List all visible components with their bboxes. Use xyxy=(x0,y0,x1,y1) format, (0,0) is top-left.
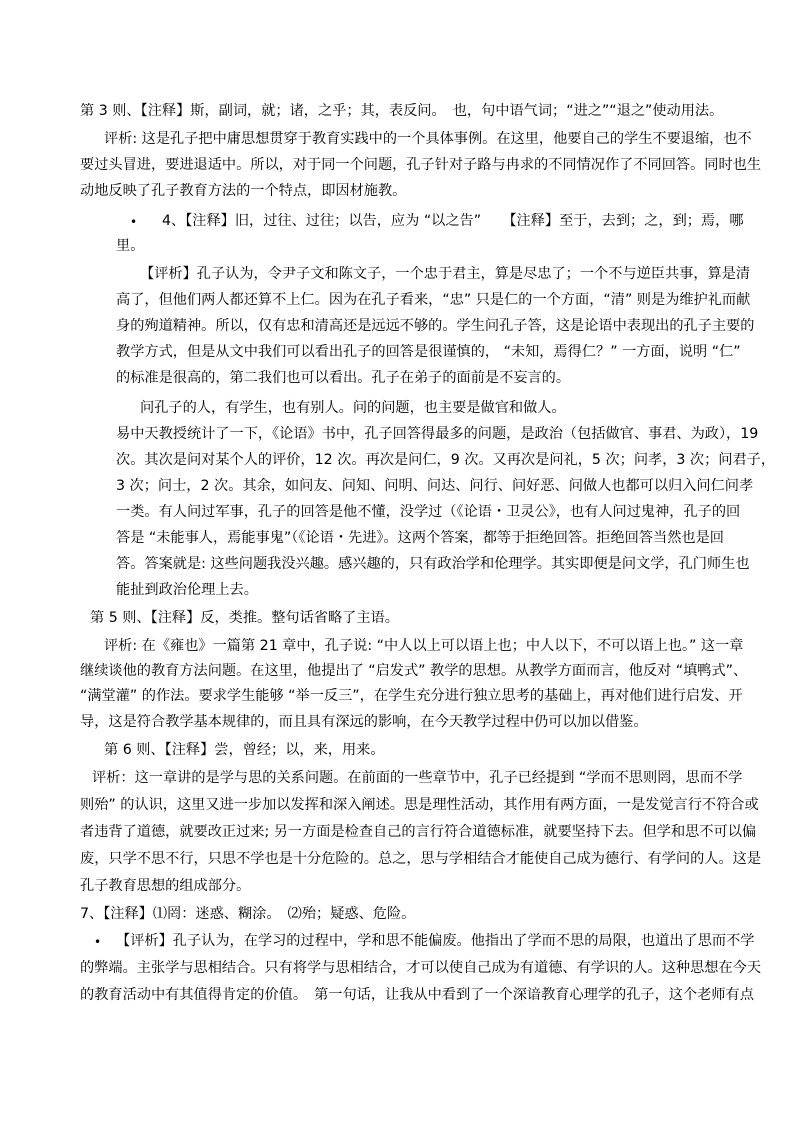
commentary-4-line: 的标准是很高的，第二我们也可以看出。孔子在弟子的面前是不妄言的。 xyxy=(116,370,571,386)
quote-paragraph: 答。答案就是: 这些问题我没兴趣。感兴趣的，只有政治学和伦理学。其实即便是问文学，孔门师生也 xyxy=(116,556,750,572)
commentary-3-line: 评析: 这是孔子把中庸思想贯穿于教育实践中的一个具体事例。在这里，他要自己的学生不要退缩，也不 xyxy=(104,131,752,147)
commentary-4-line: 高了，但他们两人都还算不上仁。因为在孔子看来，“忠” 只是仁的一个方面，“清” 则是为维护礼而献 xyxy=(116,292,751,308)
commentary-6-line: 孔子教育思想的组成部分。 xyxy=(80,878,251,894)
commentary-3-line: 动地反映了孔子教育方法的一个特点，即因材施教。 xyxy=(80,183,407,199)
commentary-3-line: 要过头冒进，要进退适中。所以，对于同一个问题，孔子针对子路与冉求的不同情况作了不同回答。同时也生 xyxy=(80,157,762,173)
bullet-mark: • xyxy=(94,935,102,949)
quote-paragraph: 易中天教授统计了一下，《论语》书中，孔子回答得最多的问题，是政治（包括做官、事君、为政），19 xyxy=(116,426,759,442)
note-5: 第 5 则、【注释】反，类推。整句话省略了主语。 xyxy=(90,610,399,626)
commentary-5-line: 导，这是符合教学基本规律的，而且具有深远的影响，在今天教学过程中仍可以加以借鉴。 xyxy=(80,714,648,730)
commentary-4-line: 身的殉道精神。所以，仅有忠和清高还是远远不够的。学生问孔子答，这是论语中表现出的孔子主要的 xyxy=(116,318,755,334)
commentary-6-line: 则殆” 的认识，这里又进一步加以发挥和深入阐述。思是理性活动，其作用有两方面，一是发觉言行不符合或 xyxy=(80,797,759,813)
quote-paragraph: 次。其次是问对某个人的评价，12 次。再次是问仁，9 次。又再次是问礼，5 次；问孝，3 次；问君子， xyxy=(116,452,776,468)
quote-paragraph: 能扯到政治伦理上去。 xyxy=(116,582,258,598)
commentary-7-line: 的弊端。主张学与思相结合。只有将学与思相结合，才可以使自己成为有道德、有学识的人。这种思想在今天 xyxy=(80,960,762,976)
bullet-mark: • xyxy=(130,215,138,229)
commentary-4-line: 【评析】孔子认为，令尹子文和陈文子，一个忠于君主，算是尽忠了；一个不与逆臣共事，算是清 xyxy=(140,266,751,282)
commentary-6-line: 废，只学不思不行，只思不学也是十分危险的。总之，思与学相结合才能使自己成为德行、有学问的人。这是 xyxy=(80,851,762,867)
quote-paragraph: 一类。有人问过军事，孔子的回答是他不懂，没学过（《论语・卫灵公》，也有人问过鬼神，孔子的回 xyxy=(116,504,741,520)
note-7: 7、【注释】⑴罔：迷惑、糊涂。 ⑵殆；疑惑、危险。 xyxy=(80,906,416,922)
commentary-5-line: 继续谈他的教育方法问题。在这里，他提出了 “启发式” 教学的思想。从教学方面而言，他反对 “填鸭式”、 xyxy=(80,663,748,679)
commentary-7-line: 【评析】孔子认为，在学习的过程中，学和思不能偏废。他指出了学而不思的局限，也道出了思而不学 xyxy=(116,933,755,949)
commentary-6-line: 者违背了道德，就要改正过来; 另一方面是检查自己的言行符合道德标准，就要坚持下去。但学和思不可以偏 xyxy=(80,824,757,840)
note-6: 第 6 则、【注释】尝，曾经；以，来，用来。 xyxy=(104,742,385,758)
quote-paragraph: 答是 “未能事人，焉能事鬼”（《论语・先进》。这两个答案，都等于拒绝回答。拒绝回答当然也是回 xyxy=(116,530,724,546)
quote-paragraph: 问孔子的人，有学生，也有别人。问的问题，也主要是做官和做人。 xyxy=(140,400,566,416)
commentary-6-line: 评析：这一章讲的是学与思的关系问题。在前面的一些章节中，孔子已经提到 “学而不思则罔，思而不学 xyxy=(92,770,743,786)
note-4: 里。 xyxy=(116,238,145,254)
note-3: 第 3 则、【注释】斯，副词，就；诸，之乎；其，表反问。 也，句中语气词；“进之”“退之”使动用法。 xyxy=(80,103,724,119)
quote-paragraph: 3 次；问士，2 次。其余，如问友、问知、问明、问达、问行、问好恶、问做人也都可以归入问仁问孝 xyxy=(116,478,754,494)
commentary-7-line: 的教育活动中有其值得肯定的价值。 第一句话，让我从中看到了一个深谙教育心理学的孔子，这个老师有点 xyxy=(80,987,754,1003)
commentary-5-line: 评析: 在《雍也》一篇第 21 章中，孔子说: “中人以上可以语上也；中人以下，不可以语上也。” 这一章 xyxy=(104,638,744,654)
commentary-4-line: 教学方式，但是从文中我们可以看出孔子的回答是很谨慎的， “未知，焉得仁？” 一方面，说明 “仁” xyxy=(116,344,741,360)
note-4: 4、【注释】旧，过往、过往；以告，应为 “以之告” 【注释】至于，去到；之，到；焉，哪 xyxy=(162,213,744,229)
commentary-5-line: “满堂灌” 的作法。要求学生能够 “举一反三”，在学生充分进行独立思考的基础上，再对他们进行启发、开 xyxy=(80,688,743,704)
